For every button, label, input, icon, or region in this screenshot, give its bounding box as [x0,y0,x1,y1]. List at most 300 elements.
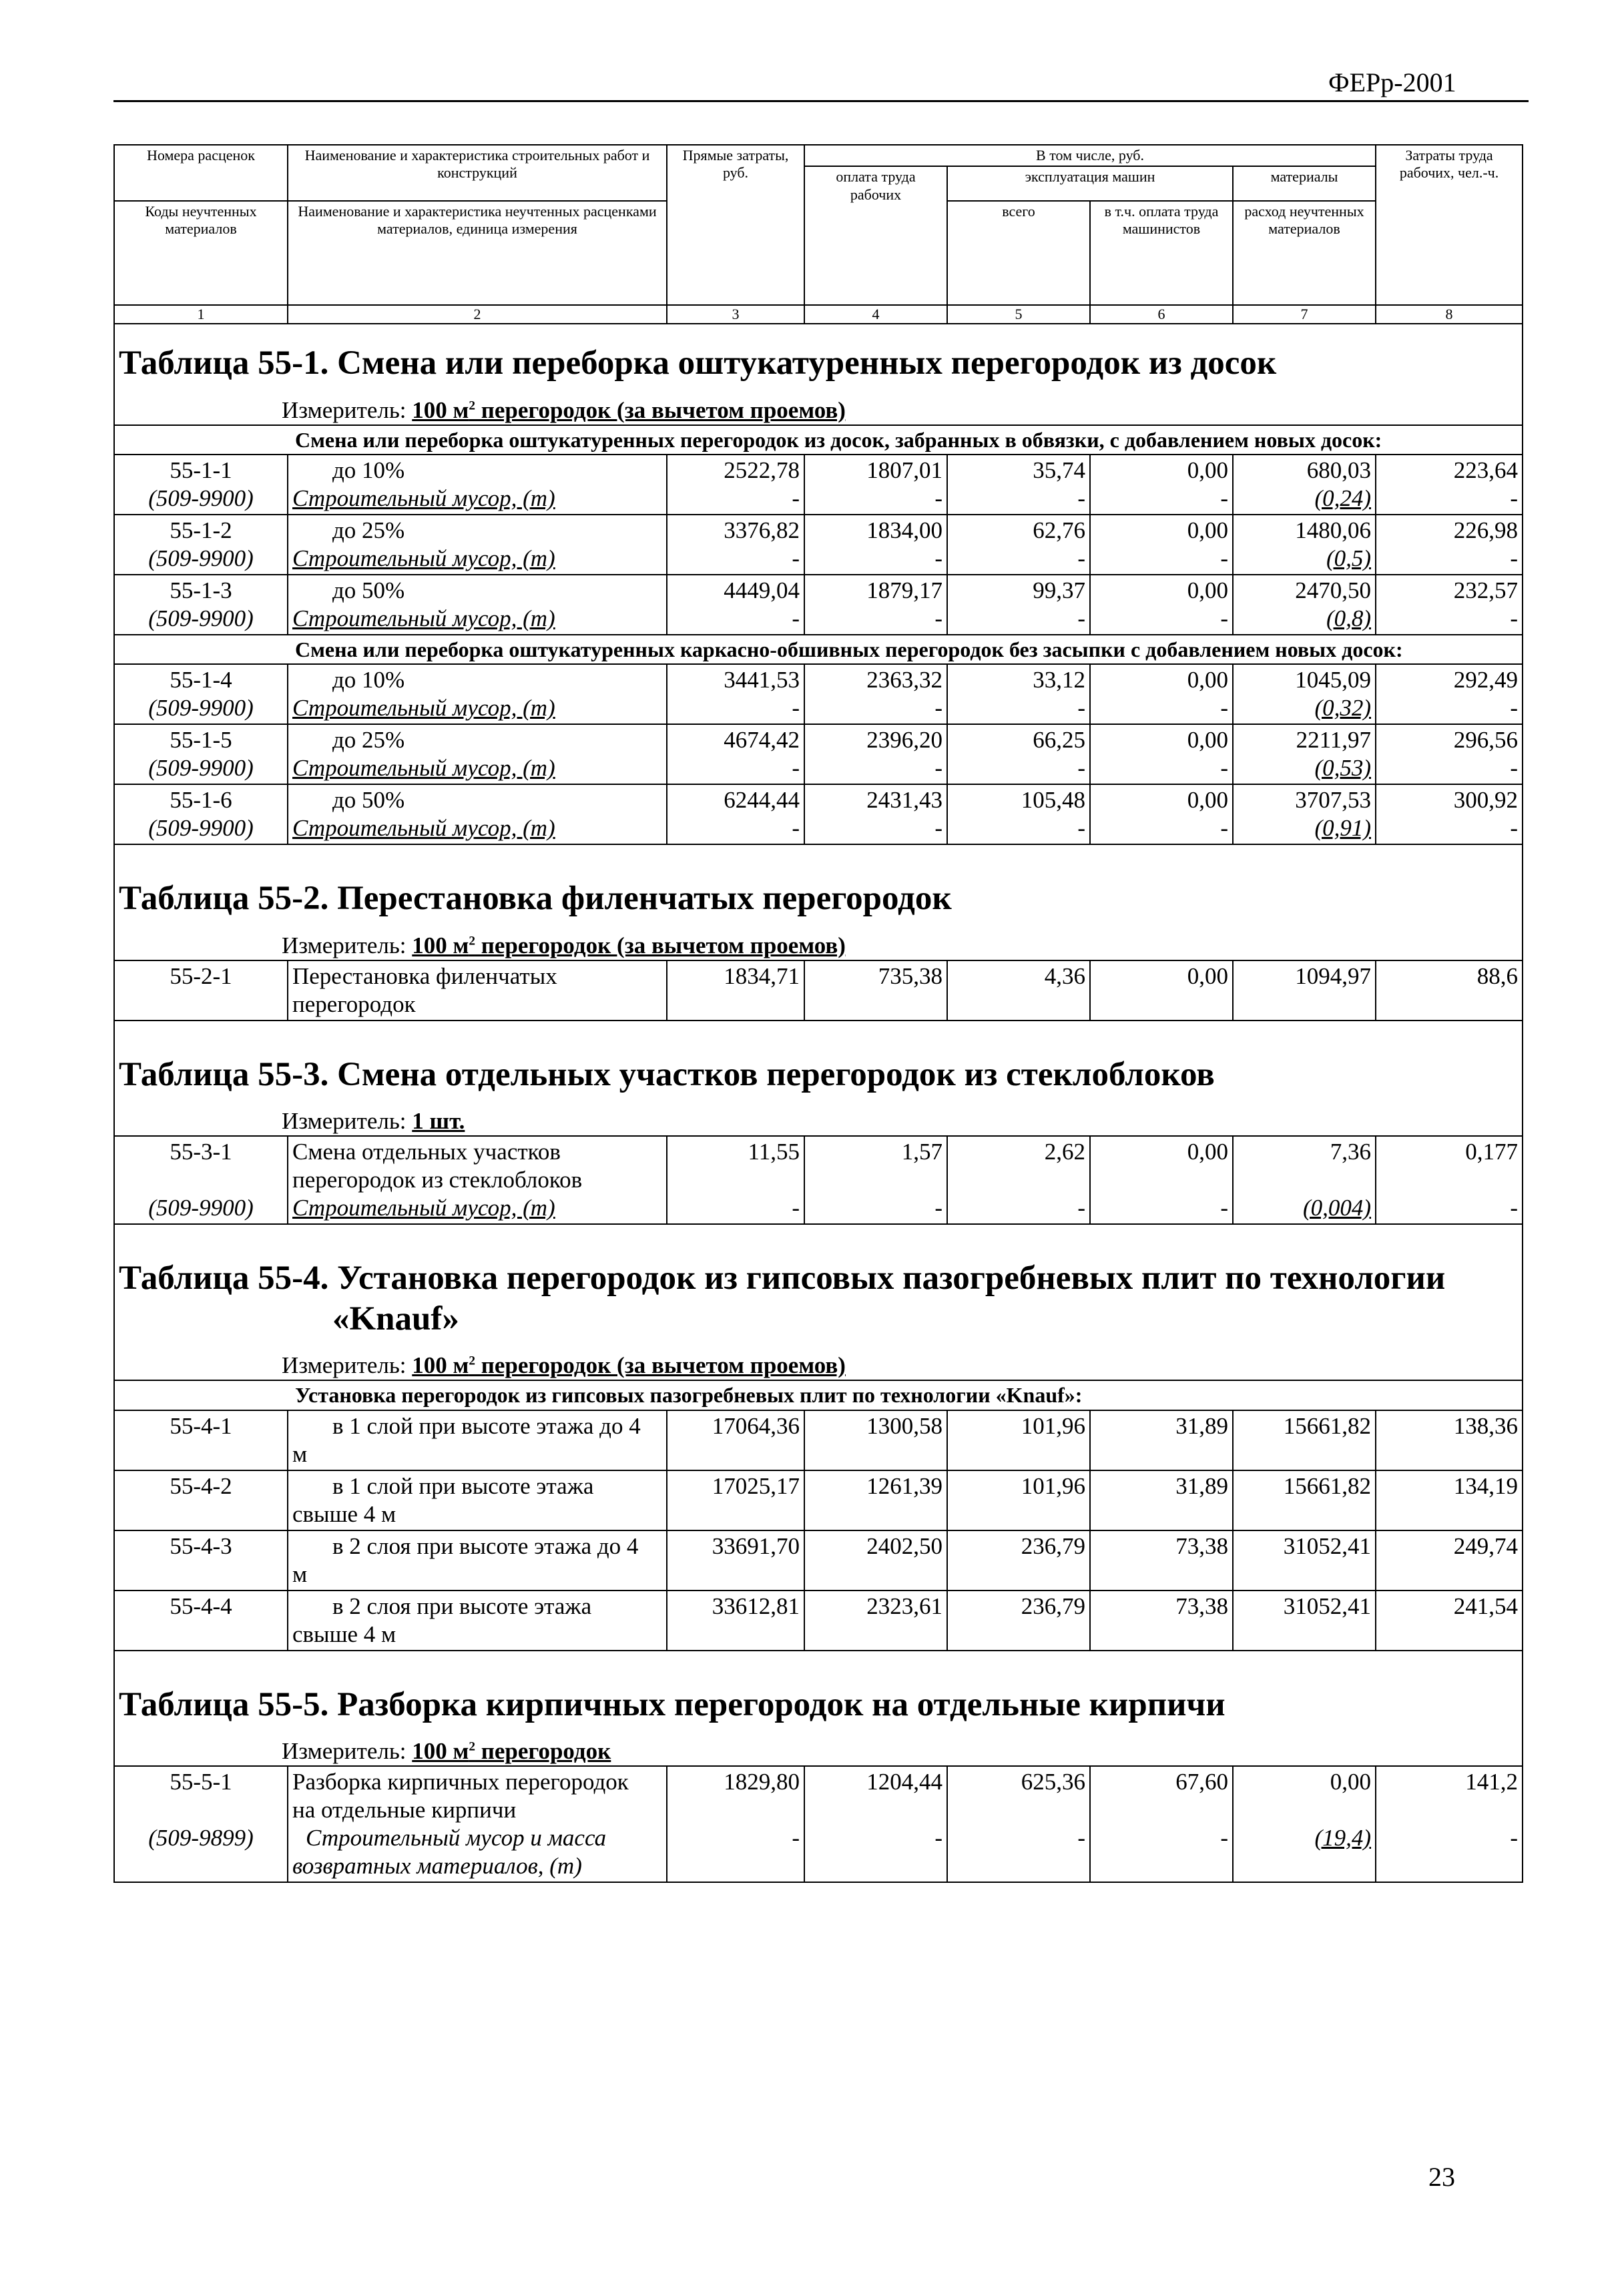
value-cell [667,664,804,724]
value: 236,79 [1021,1532,1085,1559]
value-cell [1090,960,1233,1021]
material-value: - [1220,695,1228,722]
value: 2470,50 [1295,577,1372,603]
material-name: Строительный мусор, (т) [292,485,555,511]
value: 2211,97 [1296,727,1372,754]
material-code: (509-9900) [148,485,254,511]
value-cell [1376,1470,1523,1530]
value: 33612,81 [712,1593,800,1619]
work-name-cell [288,1470,667,1530]
value: 0,00 [1330,1768,1372,1795]
value: 4,36 [1044,962,1085,989]
work-name-cell [288,575,667,635]
value: 3441,53 [724,667,800,693]
rate-code-cell [114,724,288,784]
value: 67,60 [1175,1768,1228,1795]
material-value: - [1220,605,1228,631]
value-cell [1090,515,1233,575]
value: 3707,53 [1295,787,1372,814]
value: 1045,09 [1295,667,1372,693]
value: 3376,82 [724,517,800,543]
value-cell [1233,784,1376,844]
value: 31,89 [1175,1472,1228,1499]
work-name: в 1 слой при высоте этажа до 4 [332,1412,641,1439]
value-cell [1233,1530,1376,1591]
rate-code: 55-1-5 [170,727,232,754]
work-name-cont: перегородок [292,990,416,1017]
value-cell [804,1766,947,1882]
value: 101,96 [1021,1472,1085,1499]
material-value: - [1220,1824,1228,1851]
work-name: до 25% [332,517,405,543]
rate-code-cell [114,1470,288,1530]
value-cell [1233,724,1376,784]
price-table [113,144,1523,1883]
value: 88,6 [1476,962,1519,989]
value: 2522,78 [724,457,800,483]
material-value: - [1510,605,1519,631]
material-value: (0,8) [1326,605,1372,631]
value-cell [947,664,1090,724]
value-cell [1376,1530,1523,1591]
value: 232,57 [1453,577,1519,603]
col-number: 3 [667,305,804,324]
material-value: - [1510,1824,1519,1851]
value: 1807,01 [866,457,942,483]
value-cell [1090,1530,1233,1591]
rate-code: 55-1-4 [170,667,232,693]
value-cell [1233,1410,1376,1470]
work-name-cell [288,1530,667,1591]
header-name-bottom: Наименование и характеристика неучтенных расценками материалов, единица измерения [288,201,667,305]
header-machinists: в т.ч. оплата труда машинистов [1090,201,1233,305]
value-cell [1376,575,1523,635]
group-heading: Смена или переборка оштукатуренных перегородок из досок, забранных в обвязки, с добавлением новых досок: [114,425,1523,455]
material-value: - [792,1194,800,1221]
value-cell [1233,455,1376,515]
header-codes-bottom: Коды неучтенных материалов [114,201,288,305]
value: 0,00 [1187,787,1228,814]
value: 31052,41 [1283,1593,1372,1619]
value-cell [667,1410,804,1470]
work-name-cell [288,1136,667,1224]
value-cell [1376,1766,1523,1882]
value: 73,38 [1175,1593,1228,1619]
measure-line: Измеритель: 100 $м^2$ перегородок [114,1731,1523,1766]
work-name-cell [288,1766,667,1882]
value-cell [947,455,1090,515]
work-name-cont: на отдельные кирпичи [292,1796,517,1823]
value-cell [804,664,947,724]
value-cell [1233,960,1376,1021]
value-cell [667,575,804,635]
value: 0,177 [1465,1138,1519,1165]
rate-code-cell [114,455,288,515]
value: 2323,61 [866,1593,942,1619]
material-value: (0,32) [1314,695,1372,722]
header-name-top: Наименование и характеристика строительных работ и конструкций [288,145,667,201]
material-value: (0,53) [1314,755,1372,782]
value-cell [1376,724,1523,784]
value: 0,00 [1187,577,1228,603]
rate-code-cell [114,515,288,575]
rate-code-cell [114,1530,288,1591]
rate-code-cell [114,664,288,724]
work-name: до 10% [332,457,405,483]
col-number: 5 [947,305,1090,324]
value-cell [1090,1136,1233,1224]
material-value: (19,4) [1314,1824,1372,1851]
rate-code: 55-1-1 [170,457,232,483]
value-cell [1233,1766,1376,1882]
material-value: - [1077,485,1085,511]
value-cell [1090,1766,1233,1882]
material-name: Строительный мусор, (т) [292,545,555,571]
work-name-cont: м [292,1440,308,1467]
value-cell [1376,784,1523,844]
measure-line: Измеритель: 100 $м^2$ перегородок (за вычетом проемов) [114,1345,1523,1380]
rate-code-cell [114,1766,288,1882]
material-value: - [1510,485,1519,511]
table-row [114,1410,1523,1470]
document-code: ФЕРр-2001 [1328,67,1456,97]
material-value: - [1220,1194,1228,1221]
material-value: - [792,485,800,511]
work-name-cell [288,515,667,575]
section-title: Таблица 55-5. Разборка кирпичных перегородок на отдельные кирпичи [114,1651,1523,1731]
rate-code: 55-2-1 [170,962,232,989]
value: 1300,58 [866,1412,942,1439]
work-name-cell [288,1591,667,1651]
rate-code-cell [114,1410,288,1470]
material-code: (509-9900) [148,1194,254,1221]
value: 33,12 [1033,667,1085,693]
value-cell [804,960,947,1021]
material-value: - [1510,755,1519,782]
material-code: (509-9900) [148,755,254,782]
col-number: 2 [288,305,667,324]
value: 1829,80 [724,1768,800,1795]
material-value: - [934,1194,942,1221]
material-value: - [1220,755,1228,782]
material-value: - [1077,545,1085,571]
material-value: (0,004) [1302,1194,1372,1221]
value-cell [804,1136,947,1224]
value-cell [947,1410,1090,1470]
value: 1834,00 [866,517,942,543]
rate-code: 55-4-1 [170,1412,232,1439]
value: 2396,20 [866,727,942,754]
value-cell [804,455,947,515]
value: 4674,42 [724,727,800,754]
value: 0,00 [1187,962,1228,989]
header-direct: Прямые затраты, руб. [667,145,804,305]
page-number: 23 [1428,2162,1455,2192]
header-materials-use: расход неучтенных материалов [1233,201,1376,305]
work-name-cell [288,960,667,1021]
value-cell [1090,1591,1233,1651]
section-title: Таблица 55-2. Перестановка филенчатых перегородок [114,844,1523,924]
value: 15661,82 [1283,1472,1372,1499]
value: 249,74 [1453,1532,1519,1559]
value: 31052,41 [1283,1532,1372,1559]
value: 0,00 [1187,457,1228,483]
table-row [114,1470,1523,1530]
value-cell [667,1136,804,1224]
value-cell [667,724,804,784]
measure-line: Измеритель: 100 $м^2$ перегородок (за вычетом проемов) [114,390,1523,425]
work-name: в 2 слоя при высоте этажа [332,1593,592,1619]
value-cell [1376,1136,1523,1224]
value: 223,64 [1453,457,1519,483]
material-value: - [934,815,942,842]
material-value: - [934,485,942,511]
material-value: - [1077,1194,1085,1221]
material-value: - [1077,815,1085,842]
value: 31,89 [1175,1412,1228,1439]
value: 11,55 [748,1138,800,1165]
value-cell [1233,1136,1376,1224]
value-cell [667,1766,804,1882]
value-cell [804,1410,947,1470]
value: 2431,43 [866,787,942,814]
value: 105,48 [1021,787,1085,814]
work-name: до 25% [332,727,405,754]
value-cell [1090,664,1233,724]
work-name: в 2 слоя при высоте этажа до 4 [332,1532,639,1559]
material-value: - [934,1824,942,1851]
rate-code: 55-4-4 [170,1593,232,1619]
header-wages: оплата труда рабочих [804,166,947,305]
value-cell [1090,784,1233,844]
value: 1204,44 [866,1768,942,1795]
value-cell [1233,1591,1376,1651]
work-name-cell [288,664,667,724]
material-name: Строительный мусор, (т) [292,1194,555,1221]
table-row [114,664,1523,724]
header-machines: эксплуатация машин [947,166,1233,201]
value: 1,57 [901,1138,942,1165]
work-name-cell [288,455,667,515]
work-name-cell [288,784,667,844]
header-codes-top: Номера расценок [114,145,288,201]
material-value: - [792,755,800,782]
work-name: в 1 слой при высоте этажа [332,1472,594,1499]
value-cell [667,1470,804,1530]
value: 2363,32 [866,667,942,693]
value-cell [947,1530,1090,1591]
work-name-cont: м [292,1560,308,1587]
col-number: 1 [114,305,288,324]
value: 296,56 [1453,727,1519,754]
table-row [114,515,1523,575]
value: 35,74 [1033,457,1085,483]
value: 236,79 [1021,1593,1085,1619]
material-value: - [934,695,942,722]
value-cell [667,1591,804,1651]
value-cell [804,1470,947,1530]
value: 7,36 [1330,1138,1372,1165]
rate-code: 55-1-6 [170,787,232,814]
value: 2,62 [1044,1138,1085,1165]
table-row [114,1530,1523,1591]
table-row [114,455,1523,515]
value-cell [1090,724,1233,784]
value: 15661,82 [1283,1412,1372,1439]
value-cell [947,784,1090,844]
value: 300,92 [1453,787,1519,814]
rate-code: 55-4-2 [170,1472,232,1499]
value-cell [947,575,1090,635]
value-cell [1090,575,1233,635]
table-row [114,724,1523,784]
value-cell [947,1591,1090,1651]
material-value: - [934,545,942,571]
rate-code-cell [114,575,288,635]
header-including: В том числе, руб. [804,145,1376,166]
material-code: (509-9900) [148,815,254,842]
value: 4449,04 [724,577,800,603]
group-heading: Установка перегородок из гипсовых пазогребневых плит по технологии «Knauf»: [114,1380,1523,1410]
section-title: Таблица 55-4. Установка перегородок из гипсовых пазогребневых плит по технологии «Knauf» [114,1224,1523,1345]
value-cell [804,1591,947,1651]
value: 1834,71 [724,962,800,989]
header-machines-total: всего [947,201,1090,305]
work-name: до 10% [332,667,405,693]
work-name: Смена отдельных участков [292,1138,561,1165]
value: 0,00 [1187,1138,1228,1165]
value: 62,76 [1033,517,1085,543]
value: 101,96 [1021,1412,1085,1439]
material-value: - [1510,695,1519,722]
work-name-cell [288,724,667,784]
rate-code: 55-4-3 [170,1532,232,1559]
material-value: - [934,605,942,631]
work-name: до 50% [332,787,405,814]
value-cell [947,1136,1090,1224]
material-code: (509-9900) [148,545,254,571]
value-cell [804,1530,947,1591]
col-number: 6 [1090,305,1233,324]
rate-code-cell [114,960,288,1021]
value-cell [947,1470,1090,1530]
material-name: Строительный мусор, (т) [292,605,555,631]
value: 1480,06 [1295,517,1372,543]
value-cell [667,455,804,515]
value-cell [947,1766,1090,1882]
value: 241,54 [1453,1593,1519,1619]
value-cell [947,724,1090,784]
value-cell [1376,515,1523,575]
value: 2402,50 [866,1532,942,1559]
table-row [114,1136,1523,1224]
value-cell [1090,1410,1233,1470]
value-cell [1233,515,1376,575]
value: 141,2 [1465,1768,1519,1795]
table-row [114,1766,1523,1882]
value: 680,03 [1306,457,1372,483]
value-cell [667,784,804,844]
value-cell [667,515,804,575]
value-cell [667,960,804,1021]
value: 625,36 [1021,1768,1085,1795]
rate-code: 55-5-1 [170,1768,232,1795]
rate-code: 55-1-2 [170,517,232,543]
material-value: - [1220,545,1228,571]
value: 6244,44 [724,787,800,814]
material-name: Строительный мусор и масса [306,1824,607,1851]
group-heading: Смена или переборка оштукатуренных каркасно-обшивных перегородок без засыпки с добавлением новых досок: [114,635,1523,664]
table-row [114,575,1523,635]
value: 99,37 [1033,577,1085,603]
value: 73,38 [1175,1532,1228,1559]
value: 0,00 [1187,727,1228,754]
rate-code-cell [114,1136,288,1224]
value-cell [1376,960,1523,1021]
header-materials: материалы [1233,166,1376,201]
value-cell [1376,455,1523,515]
material-value: (0,24) [1314,485,1372,511]
section-title: Таблица 55-3. Смена отдельных участков перегородок из стеклоблоков [114,1021,1523,1101]
work-name: до 50% [332,577,405,603]
value: 1261,39 [866,1472,942,1499]
value-cell [1376,664,1523,724]
material-value: - [1077,1824,1085,1851]
value: 0,00 [1187,517,1228,543]
value-cell [947,960,1090,1021]
work-name-cell [288,1410,667,1470]
col-number: 4 [804,305,947,324]
material-value: - [1077,695,1085,722]
value-cell [1090,1470,1233,1530]
material-name-cont: возвратных материалов, (т) [292,1852,582,1879]
value: 292,49 [1453,667,1519,693]
material-value: - [792,1824,800,1851]
value-cell [947,515,1090,575]
value-cell [1090,455,1233,515]
value: 134,19 [1453,1472,1519,1499]
value: 735,38 [878,962,942,989]
table-row [114,1591,1523,1651]
col-number: 7 [1233,305,1376,324]
value-cell [1376,1591,1523,1651]
table-row [114,784,1523,844]
material-value: - [1510,545,1519,571]
material-name: Строительный мусор, (т) [292,695,555,722]
material-value: - [1510,1194,1519,1221]
work-name-cont: свыше 4 м [292,1621,396,1647]
value: 66,25 [1033,727,1085,754]
measure-line: Измеритель: 1 шт. [114,1101,1523,1136]
material-code: (509-9900) [148,695,254,722]
material-value: - [792,695,800,722]
value: 33691,70 [712,1532,800,1559]
work-name-cont: свыше 4 м [292,1500,396,1527]
value: 0,00 [1187,667,1228,693]
value: 17064,36 [712,1412,800,1439]
value-cell [1233,575,1376,635]
material-value: - [792,815,800,842]
material-value: - [792,545,800,571]
material-value: - [1220,815,1228,842]
material-value: - [792,605,800,631]
section-title: Таблица 55-1. Смена или переборка оштукатуренных перегородок из досок [114,324,1523,389]
value-cell [1233,1470,1376,1530]
rate-code-cell [114,1591,288,1651]
value: 138,36 [1453,1412,1519,1439]
value-cell [804,575,947,635]
material-value: - [1220,485,1228,511]
